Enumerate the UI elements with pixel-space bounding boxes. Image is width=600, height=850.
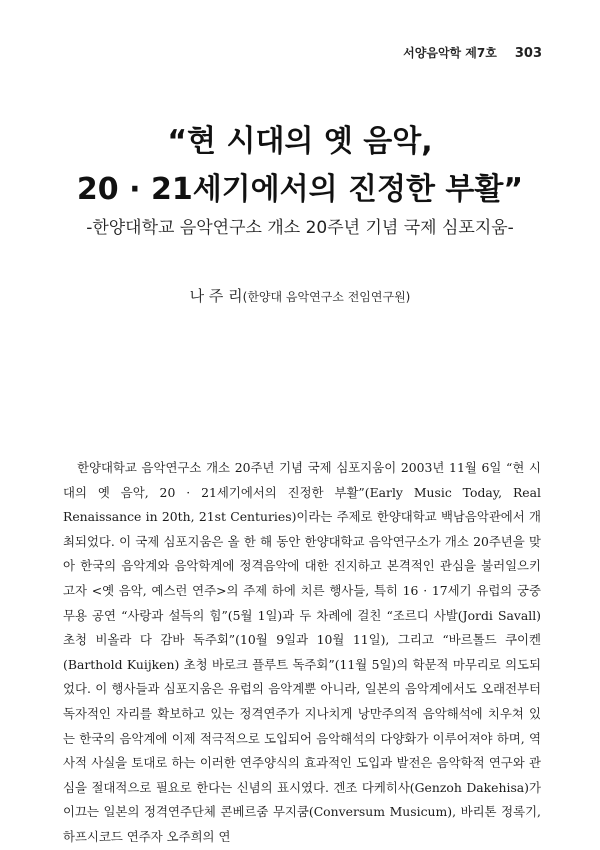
author-name: 나 주 리	[189, 287, 243, 305]
title-line-1: “현 시대의 옛 음악,	[167, 124, 433, 159]
author-affiliation: (한양대 음악연구소 전임연구원)	[242, 290, 411, 304]
journal-name: 서양음악학 제7호	[403, 46, 497, 60]
author-line	[0, 285, 600, 306]
article-title	[0, 118, 600, 214]
title-line-2: 20 · 21세기에서의 진정한 부활”	[76, 172, 524, 207]
page-number: 303	[514, 46, 542, 61]
body-paragraph: 한양대학교 음악연구소 개소 20주년 기념 국제 심포지움이 2003년 11월 6일 “현 시대의 옛 음악, 20 · 21세기에서의 진정한 부활”(Early Music Today, Real Renaissance in 20th, 21st Centuries)이라는 주제로 한양대학교 백남음악관에서 개최되었다. 이 국제 심포지움은 올 한 해 동안 한양대학교 음악연구소가 개소 20주년을 맞아 한국의 음악계와 음악학계에 정격음악에 대한 진지하고 본격적인 관심을 불러일으키고자 <옛 음악, 예스런 연주>의 주제 하에 치른 행사들, 특히 16 · 17세기 유럽의 궁중무용 공연 “사랑과 설득의 힘”(5월 1일)과 두 차례에 걸친 “조르디 사발(Jordi Savall) 초청 비올라 다 감바 독주회”(10월 9일과 10월 11일), 그리고 “바르톨드 쿠이켄(Barthold Kuijken) 초청 바로크 플루트 독주회”(11월 5일)의 학문적 마무리로 의도되었다. 이 행사들과 심포지움은 유럽의 음악계뿐 아니라, 일본의 음악계에서도 오래전부터 독자적인 자리를 확보하고 있는 정격연주가 지나치게 낭만주의적 음악해석에 치우쳐 있는 한국의 음악계에 이제 적극적으로 도입되어 음악해석의 다양화가 이루어져야 하며, 역사적 사실을 토대로 하는 이러한 연주양식의 효과적인 도입과 발전은 음악학적 연구와 관심을 절대적으로 필요로 한다는 신념의 표시였다. 겐조 다케히사(Genzoh Dakehisa)가 이끄는 일본의 정격연주단체 콘베르줌 무지쿰(Conversum Musicum), 바리톤 정록기, 하프시코드 연주자 오주희의 연	[63, 460, 541, 844]
running-header	[403, 44, 542, 61]
article-subtitle: -한양대학교 음악연구소 개소 20주년 기념 국제 심포지움-	[86, 218, 514, 238]
